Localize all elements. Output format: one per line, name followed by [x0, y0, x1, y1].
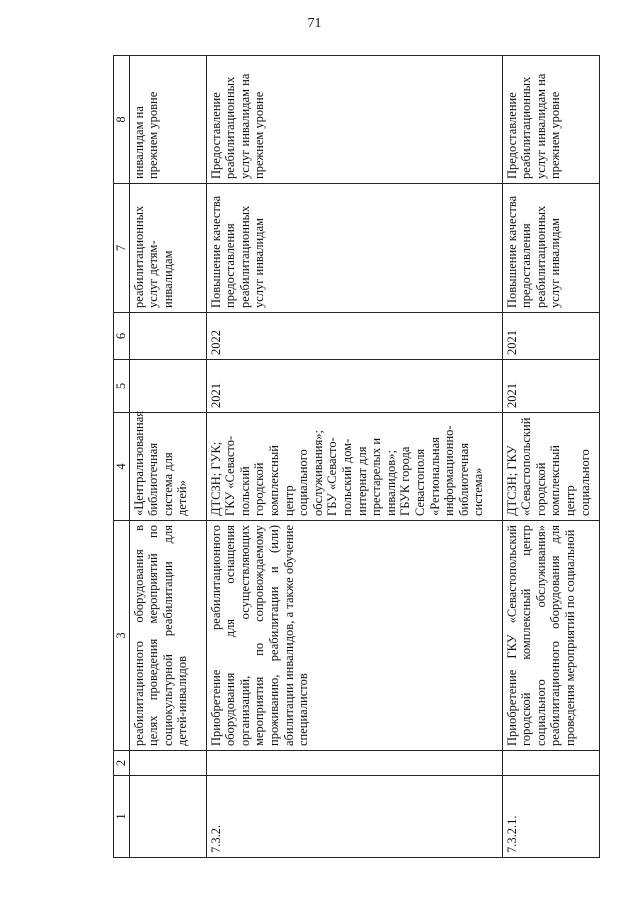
header-col-6: 6 — [114, 313, 130, 360]
cell-consequence: Предоставление реабилитационных услуг инвалидам на прежнем уровне — [206, 56, 502, 184]
header-col-5: 5 — [114, 360, 130, 413]
cell-executors: ДТСЗН; ГКУ «Севастопольский городской комплексный центр социального — [502, 413, 599, 521]
cell-executors: ДТСЗН; ГУК; ГКУ «Севасто-польский городской комплексный центр социального обслуживания»; ГБУ «Севасто-польский дом-интернат для престарелых и инвалидов»; ГБУК города Севастополя «Региональная информационно-библиотечная система» — [206, 413, 502, 521]
header-col-7: 7 — [114, 184, 130, 313]
page-number: 71 — [307, 16, 322, 31]
cell-start-year: 2021 — [502, 360, 599, 413]
cell-consequence: Предоставление реабилитационных услуг инвалидам на прежнем уровне — [502, 56, 599, 184]
cell-consequence: инвалидам на прежнем уровне — [129, 56, 206, 184]
cell-end-year — [129, 313, 206, 360]
rotated-table-container — [113, 56, 600, 858]
header-col-8: 8 — [114, 56, 130, 184]
cell-end-year: 2021 — [502, 313, 599, 360]
cell-empty — [129, 751, 206, 776]
header-col-4: 4 — [114, 413, 130, 521]
header-col-2: 2 — [114, 751, 130, 776]
program-activities-table — [113, 55, 600, 858]
cell-empty — [206, 751, 502, 776]
table-row — [502, 56, 599, 858]
cell-expected-result: Повышение качества предоставления реабилитационных услуг инвалидам — [502, 184, 599, 313]
header-col-3: 3 — [114, 521, 130, 751]
cell-activity: Приобретение реабилитационного оборудования для оснащения организаций, осуществляющих мероприятия по сопровождаемому проживанию, реабилитации и (или) абилитации инвалидов, а также обучение специалистов — [206, 521, 502, 751]
cell-number — [129, 776, 206, 858]
cell-executors: «Централизованная библиотечная система для детей» — [129, 413, 206, 521]
cell-end-year: 2022 — [206, 313, 502, 360]
header-col-1: 1 — [114, 776, 130, 858]
cell-start-year: 2021 — [206, 360, 502, 413]
table-row — [129, 56, 206, 858]
cell-expected-result: реабилитационных услуг детям-инвалидам — [129, 184, 206, 313]
cell-activity: Приобретение ГКУ «Севастопольский городской комплексный центр социального обслуживания» реабилитационного оборудования для проведения мероприятий по социальной — [502, 521, 599, 751]
cell-expected-result: Повышение качества предоставления реабилитационных услуг инвалидам — [206, 184, 502, 313]
cell-number: 7.3.2.1. — [502, 776, 599, 858]
cell-activity: реабилитационного оборудования в целях проведения мероприятий по социокультурной реабилитации для детей-инвалидов — [129, 521, 206, 751]
table-row — [206, 56, 502, 858]
cell-start-year — [129, 360, 206, 413]
cell-number: 7.3.2. — [206, 776, 502, 858]
cell-empty — [502, 751, 599, 776]
table-header-row — [114, 56, 130, 858]
